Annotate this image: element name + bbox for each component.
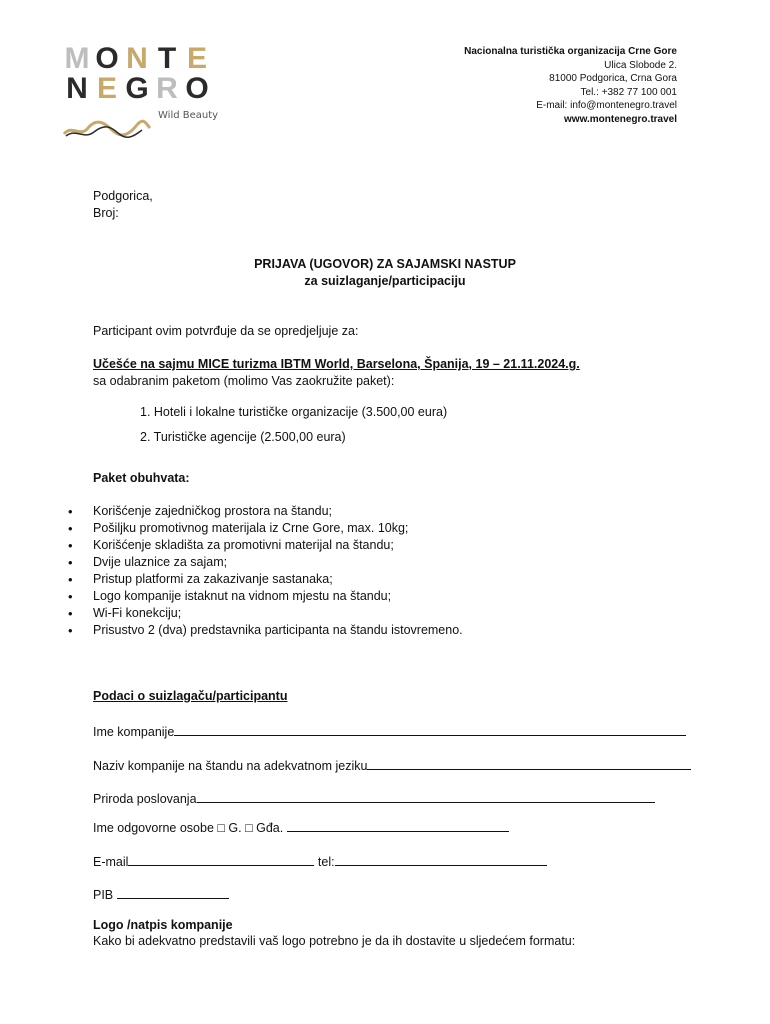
montenegro-logo bbox=[62, 44, 222, 144]
document-title: PRIJAVA (UGOVOR) ZA SAJAMSKI NASTUP bbox=[254, 257, 516, 271]
email-label: E-mail bbox=[93, 855, 129, 869]
org-email: E-mail: info@montenegro.travel bbox=[536, 100, 677, 111]
document-subtitle: za suizlaganje/participaciju bbox=[304, 274, 466, 288]
document-number: Broj: bbox=[93, 206, 119, 220]
list-item: • Dvije ulaznice za sajam; bbox=[68, 554, 463, 571]
logo-section-text: Kako bi adekvatno predstavili vaš logo potrebno je da ih dostavite u sljedećem formatu: bbox=[93, 934, 576, 948]
logo-section-title: Logo /natpis kompanije bbox=[93, 918, 233, 932]
company-name-field[interactable] bbox=[93, 722, 686, 740]
logo-letter: N bbox=[66, 72, 88, 105]
stand-name-field[interactable] bbox=[93, 756, 691, 774]
logo-letter: O bbox=[185, 72, 209, 105]
logo-tagline: Wild Beauty bbox=[158, 110, 219, 121]
list-item: • Pošiljku promotivnog materijala iz Crne Gore, max. 10kg; bbox=[68, 520, 463, 537]
stand-name-label: Naziv kompanije na štandu na adekvatnom jeziku bbox=[93, 759, 368, 773]
list-item: • Wi-Fi konekciju; bbox=[68, 605, 463, 622]
company-name-line[interactable] bbox=[174, 722, 686, 736]
email-line[interactable] bbox=[128, 852, 314, 866]
package-option-1: 1. Hoteli i lokalne turističke organizacije (3.500,00 eura) bbox=[140, 405, 448, 419]
logo-letter: R bbox=[156, 72, 178, 105]
org-city: 81000 Podgorica, Crna Gora bbox=[549, 73, 677, 84]
header-contact bbox=[464, 45, 677, 126]
business-line[interactable] bbox=[197, 789, 655, 803]
business-field[interactable] bbox=[93, 789, 655, 807]
logo-letter: E bbox=[186, 42, 207, 75]
package-option-2: 2. Turističke agencije (2.500,00 eura) bbox=[140, 430, 346, 444]
logo-letter: G bbox=[125, 72, 149, 105]
logo-letter: O bbox=[95, 42, 119, 75]
pib-label: PIB bbox=[93, 888, 117, 902]
stand-name-line[interactable] bbox=[367, 756, 691, 770]
pib-line[interactable] bbox=[117, 885, 229, 899]
event-title: Učešće na sajmu MICE turizma IBTM World, Barselona, Španija, 19 – 21.11.2024.g. bbox=[93, 357, 580, 371]
includes-title: Paket obuhvata: bbox=[93, 471, 190, 485]
logo-letter: N bbox=[126, 42, 148, 75]
org-tel: Tel.: +382 77 100 001 bbox=[580, 86, 677, 98]
intro-text: Participant ovim potvrđuje da se opredjeljuje za: bbox=[93, 324, 359, 338]
package-prompt: sa odabranim paketom (molimo Vas zaokružite paket): bbox=[93, 374, 395, 388]
tel-label: tel: bbox=[314, 855, 335, 869]
logo-wave-icon bbox=[62, 118, 152, 140]
logo-letter: E bbox=[96, 72, 117, 105]
list-item: • Pristup platformi za zakazivanje sastanaka; bbox=[68, 571, 463, 588]
logo-letters bbox=[62, 44, 214, 104]
org-street: Ulica Slobode 2. bbox=[604, 59, 677, 71]
business-label: Priroda poslovanja bbox=[93, 792, 197, 806]
responsible-person-line[interactable] bbox=[287, 818, 509, 832]
logo-letter: M bbox=[64, 42, 90, 75]
includes-list bbox=[68, 503, 463, 639]
logo-letter: T bbox=[157, 42, 177, 75]
org-name: Nacionalna turistička organizacija Crne Gore bbox=[464, 46, 677, 57]
list-item: • Prisustvo 2 (dva) predstavnika participanta na štandu istovremeno. bbox=[68, 622, 463, 639]
list-item: • Logo kompanije istaknut na vidnom mjestu na štandu; bbox=[68, 588, 463, 605]
list-item: • Korišćenje skladišta za promotivni materijal na štandu; bbox=[68, 537, 463, 554]
email-tel-field[interactable] bbox=[93, 852, 547, 870]
list-item: • Korišćenje zajedničkog prostora na štandu; bbox=[68, 503, 463, 520]
pib-field[interactable] bbox=[93, 885, 229, 903]
responsible-person-field[interactable] bbox=[93, 818, 509, 836]
responsible-person-label: Ime odgovorne osobe □ G. □ Gđa. bbox=[93, 821, 287, 835]
participant-section-title: Podaci o suizlagaču/participantu bbox=[93, 689, 288, 703]
tel-line[interactable] bbox=[335, 852, 547, 866]
company-name-label: Ime kompanije bbox=[93, 725, 175, 739]
place: Podgorica, bbox=[93, 189, 153, 203]
org-web: www.montenegro.travel bbox=[564, 113, 677, 125]
